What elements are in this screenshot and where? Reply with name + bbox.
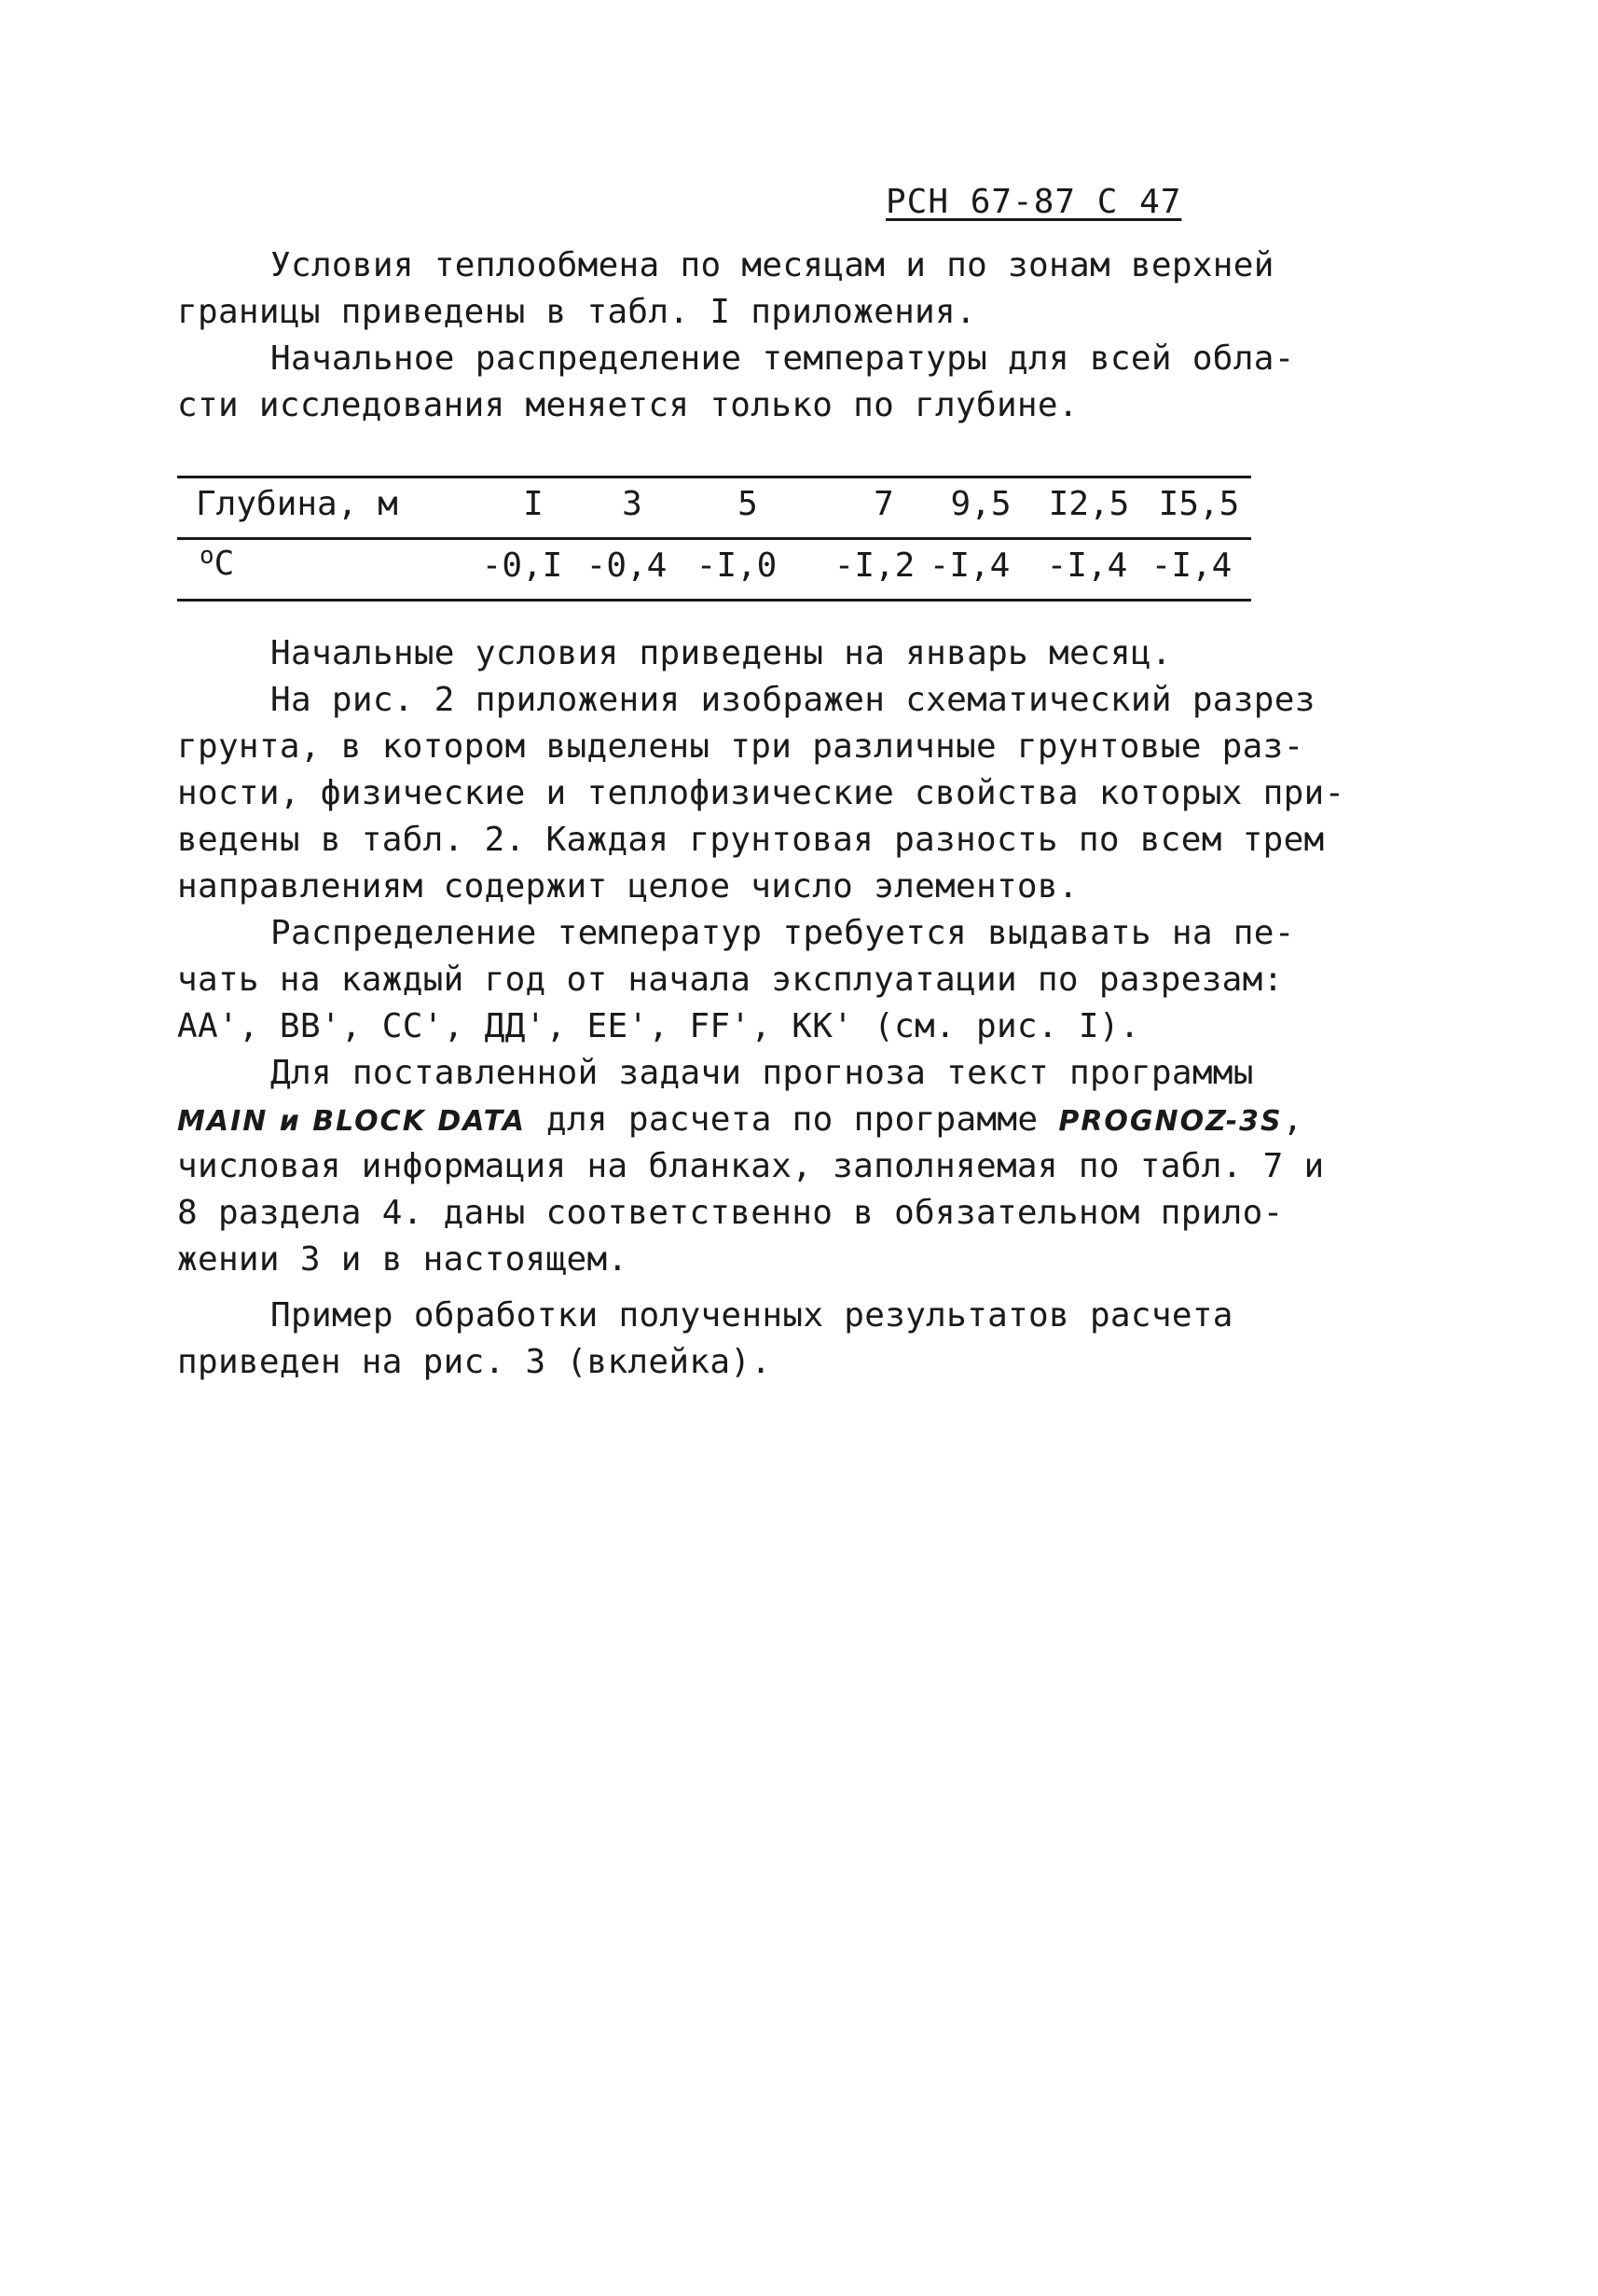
paragraph-1-line-1: Условия теплообмена по месяцам и по зонам верхней <box>270 246 1274 284</box>
paragraph-6-line-1: Для поставленной задачи прогноза текст программы <box>270 1054 1254 1092</box>
program-name-main: MAIN <box>177 1105 269 1138</box>
table-bottom-rule <box>177 599 1251 602</box>
paragraph-5-line-2: чать на каждый год от начала эксплуатации по разрезам: <box>177 961 1284 999</box>
paragraph-6-line-2-end: , <box>1282 1100 1303 1139</box>
table-temp-cell: -I,4 <box>1046 546 1128 585</box>
table-temp-cell: -I,0 <box>696 546 778 585</box>
paragraph-2-line-2: сти исследования меняется только по глубине. <box>177 386 1079 424</box>
table-depth-cell: 9,5 <box>950 485 1012 523</box>
table-temp-cell: -I,4 <box>929 546 1011 585</box>
paragraph-3-line-1: Начальные условия приведены на январь месяц. <box>270 634 1172 672</box>
table-temp-cell: -I,2 <box>833 546 916 585</box>
paragraph-6-line-3: числовая информация на бланках, заполняемая по табл. 7 и <box>177 1147 1325 1185</box>
paragraph-4-line-4: ведены в табл. 2. Каждая грунтовая разность по всем трем <box>177 821 1325 859</box>
degree-superscript: о <box>200 542 214 570</box>
unit-celsius: С <box>214 545 235 583</box>
table-header-rule <box>177 537 1251 540</box>
paragraph-7-line-1: Пример обработки полученных результатов расчета <box>270 1296 1233 1335</box>
table-depth-cell: I5,5 <box>1158 485 1240 523</box>
paragraph-7-line-2: приведен на рис. 3 (вклейка). <box>177 1343 772 1381</box>
paragraph-6-line-2 <box>177 1100 1303 1139</box>
table-depth-cell: I <box>523 485 544 523</box>
table-header-label: Глубина, м <box>196 485 398 523</box>
paragraph-1-line-2: границы приведены в табл. I приложения. <box>177 293 976 331</box>
paragraph-4-line-3: ности, физические и теплофизические свойства которых при- <box>177 774 1345 812</box>
table-unit-label <box>200 542 235 583</box>
program-conjunction: и <box>268 1105 313 1138</box>
paragraph-2-line-1: Начальное распределение температуры для всей обла- <box>270 339 1295 378</box>
program-name-block-data: BLOCK DATA <box>312 1105 526 1138</box>
table-depth-cell: 7 <box>874 485 894 523</box>
paragraph-4-line-1: На рис. 2 приложения изображен схематический разрез <box>270 681 1316 719</box>
paragraph-6-line-4: 8 раздела 4. даны соответственно в обязательном прило- <box>177 1194 1284 1232</box>
document-header: РСН 67-87 С 47 <box>886 183 1182 221</box>
table-top-rule <box>177 476 1251 478</box>
paragraph-5-line-1: Распределение температур требуется выдавать на пе- <box>270 914 1295 952</box>
table-depth-cell: I2,5 <box>1048 485 1130 523</box>
table-temp-cell: -0,4 <box>585 546 668 585</box>
table-depth-cell: 5 <box>737 485 758 523</box>
paragraph-5-line-3: АА', ВВ', СС', ДД', ЕЕ', FF', КК' (см. рис. I). <box>177 1007 1140 1045</box>
paragraph-4-line-2: грунта, в котором выделены три различные грунтовые раз- <box>177 727 1304 766</box>
paragraph-6-line-2-text: для расчета по программе <box>526 1100 1059 1139</box>
table-temp-cell: -I,4 <box>1150 546 1233 585</box>
table-temp-cell: -0,I <box>481 546 563 585</box>
paragraph-4-line-5: направлениям содержит целое число элементов. <box>177 867 1079 906</box>
paragraph-6-line-5: жении 3 и в настоящем. <box>177 1240 628 1279</box>
program-name-prognoz: PROGNOZ-3S <box>1058 1105 1283 1138</box>
table-depth-cell: 3 <box>622 485 642 523</box>
